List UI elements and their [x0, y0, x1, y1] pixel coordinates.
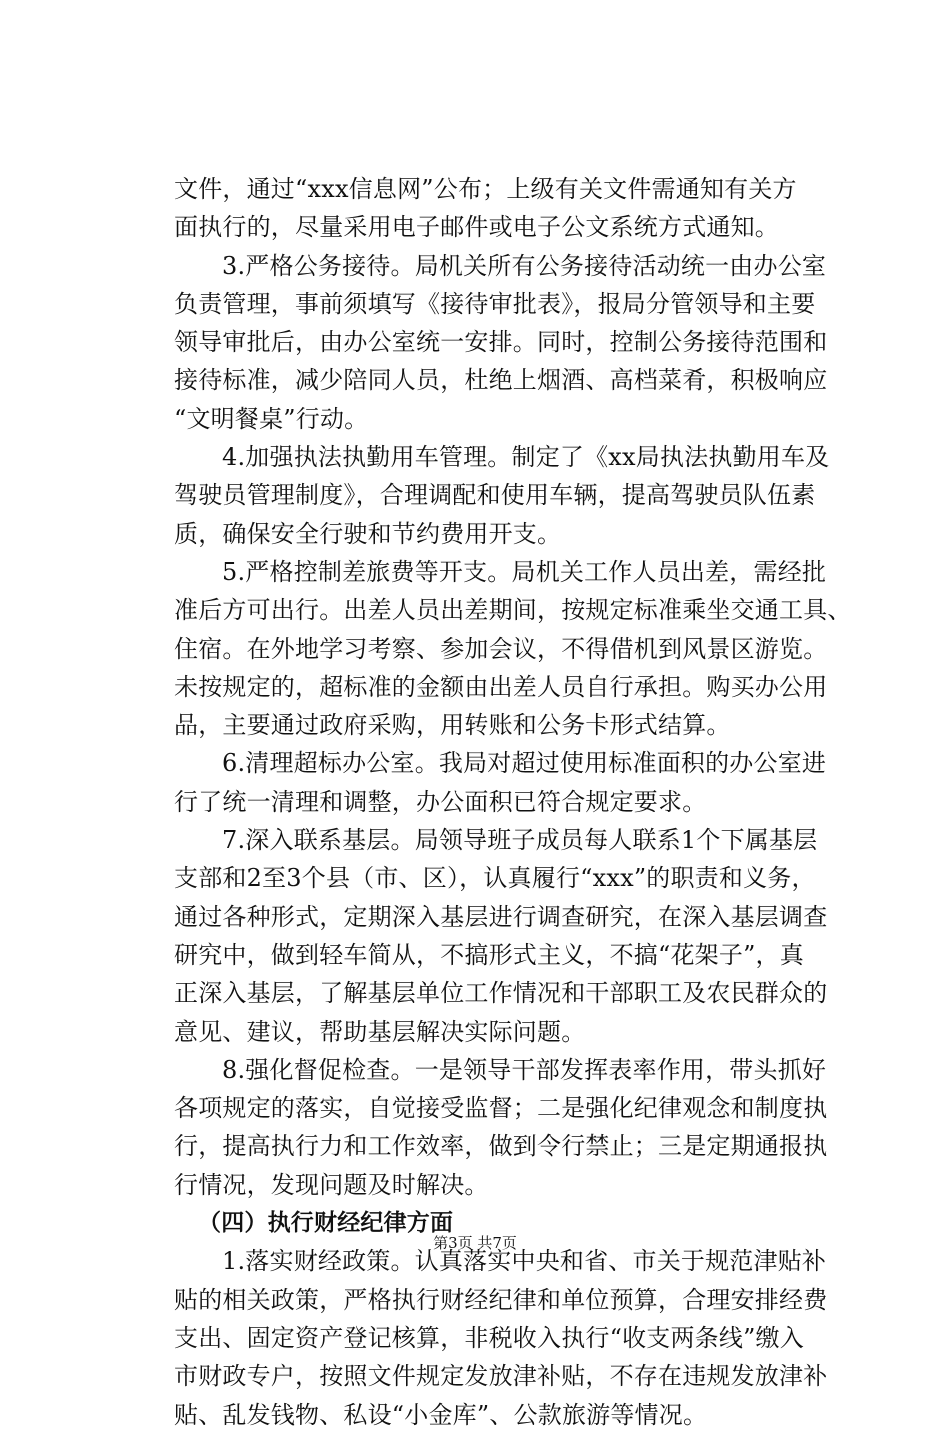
text-line: “文明餐桌”行动。 [174, 404, 369, 433]
text-line: 贴的相关政策，严格执行财经纪律和单位预算，合理安排经费 [174, 1285, 828, 1314]
text-line: 行情况，发现问题及时解决。 [174, 1170, 489, 1199]
text-line: 领导审批后，由办公室统一安排。同时，控制公务接待范围和 [174, 328, 828, 357]
text-line: 市财政专户，按照文件规定发放津补贴，不存在违规发放津补 [174, 1362, 828, 1391]
text-line: 意见、建议，帮助基层解决实际问题。 [174, 1017, 586, 1046]
text-line: 驾驶员管理制度》，合理调配和使用车辆，提高驾驶员队伍素 [174, 481, 816, 510]
text-line: 支部和2至3个县（市、区），认真履行“xxx”的职责和义务， [174, 864, 816, 893]
text-line: 行了统一清理和调整，办公面积已符合规定要求。 [174, 787, 707, 816]
text-line: 接待标准，减少陪同人员，杜绝上烟酒、高档菜肴，积极响应 [174, 366, 828, 395]
text-line: 负责管理，事前须填写《接待审批表》，报局分管领导和主要 [174, 289, 816, 318]
section-heading: （四）执行财经纪律方面 [198, 1210, 454, 1237]
text-line: 各项规定的落实，自觉接受监督；二是强化纪律观念和制度执 [174, 1094, 828, 1123]
text-line: 贴、乱发钱物、私设“小金库”、公款旅游等情况。 [174, 1400, 708, 1429]
text-line: 住宿。在外地学习考察、参加会议，不得借机到风景区游览。 [174, 634, 828, 663]
text-line: 4.加强执法执勤用车管理。制定了《xx局执法执勤用车及 [222, 443, 830, 472]
text-line: 行，提高执行力和工作效率，做到令行禁止；三是定期通报执 [174, 1132, 828, 1161]
text-line: 研究中，做到轻车简从，不搞形式主义，不搞“花架子”，真 [174, 940, 804, 969]
text-line: 5.严格控制差旅费等开支。局机关工作人员出差，需经批 [222, 557, 827, 586]
text-line: 质，确保安全行驶和节约费用开支。 [174, 519, 562, 548]
page-footer: 第3页 共7页 [433, 1234, 517, 1252]
text-line: 文件，通过“xxx信息网”公布；上级有关文件需通知有关方 [174, 175, 797, 203]
text-line: 支出、固定资产登记核算，非税收入执行“收支两条线”缴入 [174, 1323, 804, 1352]
text-line: 正深入基层，了解基层单位工作情况和干部职工及农民群众的 [174, 979, 828, 1008]
text-line: 6.清理超标办公室。我局对超过使用标准面积的办公室进 [222, 749, 827, 778]
text-line: 1.落实财经政策。认真落实中央和省、市关于规范津贴补 [222, 1247, 827, 1276]
text-line: 通过各种形式，定期深入基层进行调查研究，在深入基层调查 [174, 902, 828, 931]
text-line: 面执行的，尽量采用电子邮件或电子公文系统方式通知。 [174, 213, 779, 242]
text-line: 品，主要通过政府采购，用转账和公务卡形式结算。 [174, 711, 731, 740]
text-line: 3.严格公务接待。局机关所有公务接待活动统一由办公室 [222, 251, 827, 280]
text-line: 未按规定的，超标准的金额由出差人员自行承担。购买办公用 [174, 672, 828, 701]
text-line: 准后方可出行。出差人员出差期间，按规定标准乘坐交通工具、 [174, 596, 852, 625]
text-line: 8.强化督促检查。一是领导干部发挥表率作用，带头抓好 [222, 1055, 827, 1084]
text-line: 7.深入联系基层。局领导班子成员每人联系1个下属基层 [222, 826, 818, 855]
